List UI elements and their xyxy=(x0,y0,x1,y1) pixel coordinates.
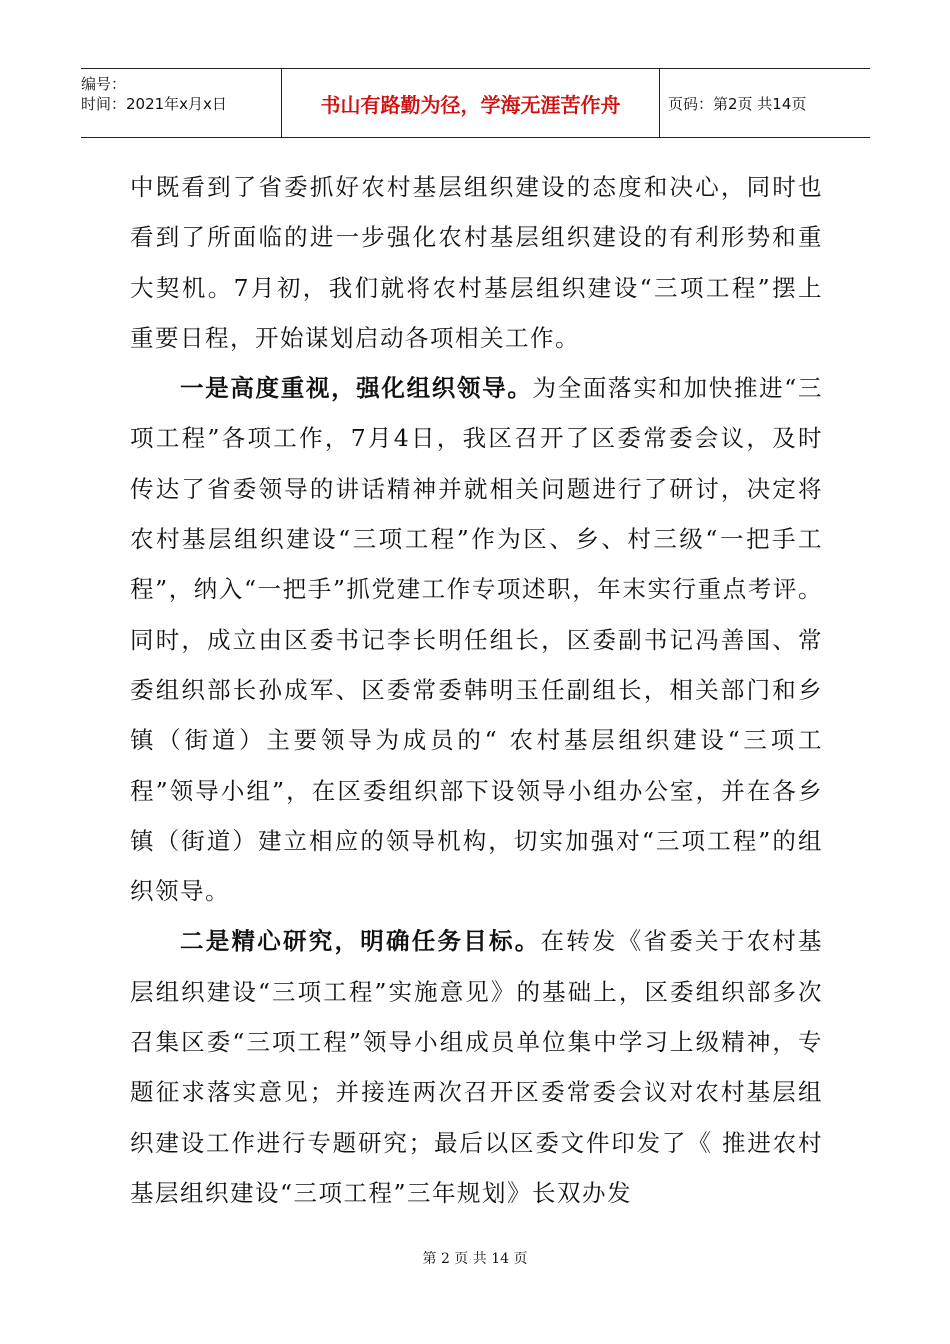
paragraph xyxy=(130,162,823,363)
header-page-info: 页码：第2页 共14页 xyxy=(668,94,807,113)
paragraph-text: 中既看到了省委抓好农村基层组织建设的态度和决心，同时也看到了所面临的进一步强化农村基层组织建设的有利形势和重大契机。7月初，我们就将农村基层组织建设“三项工程”摆上重要日程，开始谋划启动各项相关工作。 xyxy=(130,173,823,352)
header-meta xyxy=(81,69,282,137)
paragraph xyxy=(130,916,823,1218)
page-footer: 第 2 页 共 14 页 xyxy=(422,1251,528,1267)
paragraph-text: 在转发《省委关于农村基层组织建设“三项工程”实施意见》的基础上，区委组织部多次召集区委“三项工程”领导小组成员单位集中学习上级精神，专题征求落实意见；并接连两次召开区委常委会议对农村基层组织建设工作进行专题研究；最后以区委文件印发了《 推进农村基层组织建设“三项工程”三年规划》长双办发 xyxy=(130,927,823,1207)
document-number: 编号： xyxy=(81,75,127,93)
document-date: 时间：2021年x月x日 xyxy=(81,95,227,113)
document-body xyxy=(130,162,823,1218)
paragraph-lead: 一是高度重视，强化组织领导。 xyxy=(180,374,533,403)
page-header xyxy=(81,68,870,138)
header-motto: 书山有路勤为径，学海无涯苦作舟 xyxy=(282,69,660,137)
paragraph-lead: 二是精心研究，明确任务目标。 xyxy=(180,927,541,956)
paragraph xyxy=(130,363,823,916)
paragraph-text: 为全面落实和加快推进“三项工程”各项工作，7月4日，我区召开了区委常委会议，及时传达了省委领导的讲话精神并就相关问题进行了研讨，决定将农村基层组织建设“三项工程”作为区、乡、村三级“一把手工程”，纳入“一把手”抓党建工作专项述职，年末实行重点考评。同时，成立由区委书记李长明任组长，区委副书记冯善国、常委组织部长孙成军、区委常委韩明玉任副组长，相关部门和乡镇（街道）主要领导为成员的“ 农村基层组织建设“三项工程”领导小组”，在区委组织部下设领导小组办公室，并在各乡镇（街道）建立相应的领导机构，切实加强对“三项工程”的组织领导。 xyxy=(130,374,824,906)
